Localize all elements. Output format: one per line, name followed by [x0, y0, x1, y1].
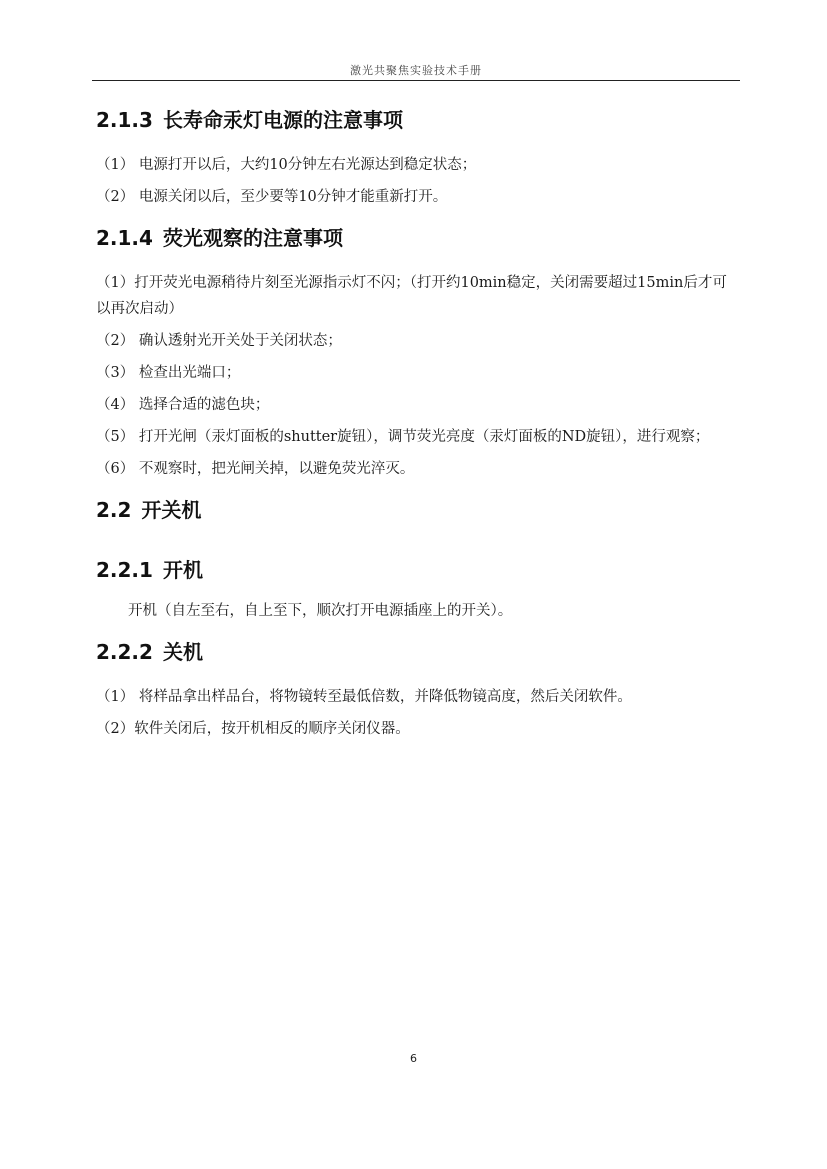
section-number: 2.2.1: [96, 558, 153, 582]
list-item: （1）打开荧光电源稍待片刻至光源指示灯不闪；（打开约10min稳定，关闭需要超过15min后才可以再次启动）: [96, 275, 727, 317]
section-2-2: [96, 490, 741, 530]
section-title: 长寿命汞灯电源的注意事项: [162, 108, 403, 132]
page-number: 6: [410, 1052, 417, 1065]
section-number: 2.2.2: [96, 640, 153, 664]
header-divider: [92, 80, 740, 81]
section-heading: [96, 218, 741, 258]
section-heading: [96, 100, 741, 140]
list-item: （5） 打开光闸（汞灯面板的shutter旋钮），调节荧光亮度（汞灯面板的ND旋钮），进行观察；: [96, 429, 710, 445]
section-title: 开关机: [141, 498, 202, 522]
paragraph: 开机（自左至右，自上至下，顺次打开电源插座上的开关）。: [128, 603, 513, 619]
list-item: （2） 确认透射光开关处于关闭状态；: [96, 333, 342, 349]
section-number: 2.1.3: [96, 108, 153, 132]
list-item: （4） 选择合适的滤色块；: [96, 397, 270, 413]
list-item: （3） 检查出光端口；: [96, 365, 241, 381]
section-title: 荧光观察的注意事项: [162, 226, 343, 250]
section-2-2-2: [96, 632, 741, 742]
section-title: 开机: [162, 558, 203, 582]
list-item: （2） 电源关闭以后，至少要等10分钟才能重新打开。: [96, 189, 448, 205]
running-header-title: 激光共聚焦实验技术手册: [350, 64, 482, 77]
section-number: 2.1.4: [96, 226, 153, 250]
section-heading: [96, 632, 741, 672]
section-number: 2.2: [96, 498, 132, 522]
section-heading: [96, 490, 741, 530]
section-2-1-4: [96, 218, 741, 482]
section-title: 关机: [162, 640, 203, 664]
list-item: （2）软件关闭后，按开机相反的顺序关闭仪器。: [96, 721, 410, 737]
section-heading: [96, 550, 741, 590]
section-2-1-3: [96, 100, 741, 210]
page-content: [96, 100, 741, 742]
list-item: （6） 不观察时，把光闸关掉，以避免荧光淬灭。: [96, 461, 415, 477]
list-item: （1） 将样品拿出样品台，将物镜转至最低倍数，并降低物镜高度，然后关闭软件。: [96, 689, 632, 705]
list-item: （1） 电源打开以后，大约10分钟左右光源达到稳定状态；: [96, 157, 477, 173]
section-2-2-1: [96, 550, 741, 624]
